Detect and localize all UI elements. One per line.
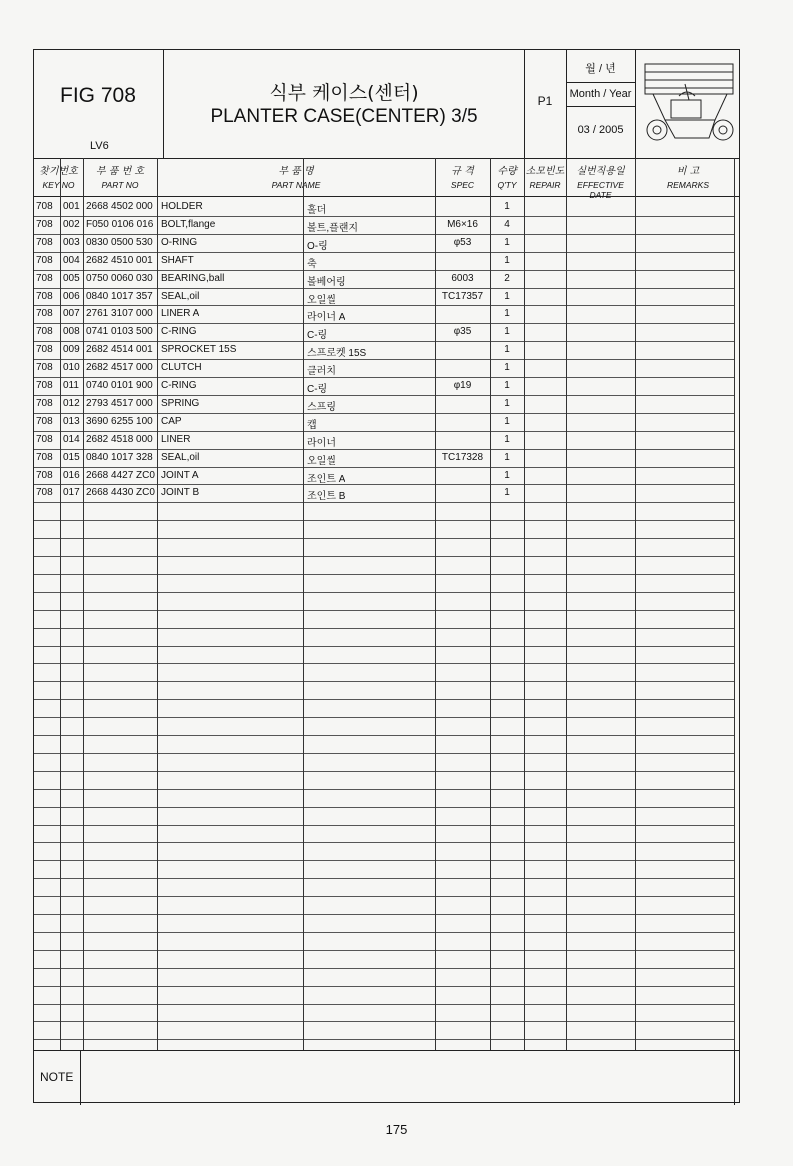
month-year-label: Month / Year bbox=[569, 88, 632, 100]
part-name-en-cell: HOLDER bbox=[161, 201, 203, 212]
key-cell: 017 bbox=[63, 487, 80, 499]
part-no-cell: 2668 4430 ZC0 bbox=[86, 487, 155, 499]
part-name-en-cell: SPRING bbox=[161, 397, 200, 409]
part-no-cell: F050 0106 016 bbox=[86, 218, 154, 230]
fig-cell: 708 bbox=[36, 362, 53, 374]
fig-cell: 708 bbox=[36, 201, 53, 212]
title-korean: 식부 케이스(센터) bbox=[269, 82, 419, 104]
part-name-kr-cell: 스프링 bbox=[307, 401, 336, 413]
spec-cell: TC17328 bbox=[441, 451, 484, 463]
table-row bbox=[34, 252, 739, 270]
key-no-header-kr: 찾기번호 bbox=[39, 166, 78, 177]
spec-cell: φ35 bbox=[453, 326, 472, 338]
part-name-kr-cell: C-링 bbox=[307, 384, 328, 395]
spec-cell: 6003 bbox=[451, 272, 474, 284]
table-row bbox=[34, 234, 739, 252]
part-no-header: PART NO bbox=[101, 180, 139, 190]
page-header bbox=[34, 50, 739, 159]
key-no-header: KEY NO bbox=[42, 180, 75, 190]
part-name-kr-cell: 홀더 bbox=[307, 205, 327, 216]
part-name-kr-cell: 라이너 bbox=[307, 437, 336, 449]
repair-header: REPAIR bbox=[529, 180, 561, 190]
key-cell: 008 bbox=[63, 326, 80, 338]
key-cell: 005 bbox=[63, 272, 80, 284]
part-no-cell: 2682 4514 001 bbox=[86, 344, 153, 356]
key-cell: 012 bbox=[63, 397, 80, 409]
part-name-en-cell: SHAFT bbox=[161, 254, 194, 266]
table-row bbox=[34, 216, 739, 234]
qty-cell: 1 bbox=[504, 433, 510, 445]
table-row bbox=[34, 288, 739, 306]
part-no-cell: 3690 6255 100 bbox=[86, 415, 153, 427]
part-name-kr-cell: 축 bbox=[307, 258, 317, 270]
spec-cell: φ53 bbox=[453, 236, 472, 248]
part-no-header-kr: 부 품 번 호 bbox=[95, 166, 145, 177]
key-cell: 003 bbox=[63, 236, 80, 248]
key-cell: 016 bbox=[63, 469, 80, 481]
key-cell: 015 bbox=[63, 451, 80, 463]
page-number: 175 bbox=[385, 1122, 408, 1137]
qty-cell: 1 bbox=[504, 308, 510, 320]
part-name-kr-cell: O-링 bbox=[307, 240, 328, 252]
table-row bbox=[34, 467, 739, 485]
part-name-kr-cell: 오일씰 bbox=[307, 294, 336, 306]
key-cell: 007 bbox=[63, 308, 80, 320]
part-no-cell: 2761 3107 000 bbox=[86, 308, 153, 320]
part-name-kr-cell: 스프로켓 15S bbox=[307, 348, 367, 360]
table-row bbox=[34, 323, 739, 341]
key-cell: 006 bbox=[63, 290, 80, 302]
repair-header-kr: 소모빈도 bbox=[525, 166, 565, 177]
spec-cell: TC17357 bbox=[441, 290, 484, 302]
remarks-header: REMARKS bbox=[666, 180, 710, 190]
part-no-cell: 0840 1017 328 bbox=[86, 451, 153, 463]
effective-date-header-kr: 실번직용일 bbox=[576, 166, 625, 177]
figure-number: FIG 708 bbox=[60, 84, 136, 107]
fig-cell: 708 bbox=[36, 487, 53, 499]
qty-cell: 1 bbox=[504, 487, 510, 499]
catalog-page-frame bbox=[33, 49, 740, 1103]
remarks-header-kr: 비 고 bbox=[676, 166, 700, 177]
key-cell: 010 bbox=[63, 362, 80, 374]
qty-cell: 1 bbox=[504, 254, 510, 266]
part-name-en-cell: BEARING,ball bbox=[161, 272, 225, 284]
part-name-en-cell: JOINT A bbox=[161, 469, 199, 481]
issue-date: 03 / 2005 bbox=[577, 124, 624, 136]
fig-cell: 708 bbox=[36, 469, 53, 481]
effective-date-header: EFFECTIVE DATE bbox=[577, 180, 624, 200]
qty-header-kr: 수량 bbox=[497, 166, 517, 177]
fig-cell: 708 bbox=[36, 380, 53, 391]
part-name-en-cell: JOINT B bbox=[161, 487, 200, 499]
spec-cell: φ19 bbox=[453, 380, 472, 391]
part-no-cell: 0740 0101 900 bbox=[86, 380, 153, 391]
part-no-cell: 2668 4427 ZC0 bbox=[86, 469, 155, 481]
month-year-korean: 월 / 년 bbox=[585, 63, 616, 75]
title-english: PLANTER CASE(CENTER) 3/5 bbox=[210, 106, 478, 127]
qty-cell: 2 bbox=[504, 272, 510, 284]
table-row bbox=[34, 395, 739, 413]
qty-cell: 1 bbox=[504, 397, 510, 409]
part-name-kr-cell: 조인트 A bbox=[307, 473, 346, 485]
key-cell: 013 bbox=[63, 415, 80, 427]
fig-cell: 708 bbox=[36, 397, 53, 409]
qty-header: Q'TY bbox=[497, 180, 517, 190]
page-code: P1 bbox=[537, 94, 553, 108]
table-row bbox=[34, 377, 739, 395]
fig-cell: 708 bbox=[36, 451, 53, 463]
qty-cell: 1 bbox=[504, 201, 510, 212]
qty-cell: 1 bbox=[504, 415, 510, 427]
part-no-cell: 0840 1017 357 bbox=[86, 290, 153, 302]
part-name-header: PART NAME bbox=[271, 180, 321, 190]
table-row bbox=[34, 449, 739, 467]
qty-cell: 1 bbox=[504, 451, 510, 463]
table-row bbox=[34, 359, 739, 377]
part-name-en-cell: O-RING bbox=[161, 236, 198, 248]
key-cell: 001 bbox=[63, 201, 80, 212]
table-row bbox=[34, 413, 739, 431]
table-row bbox=[34, 305, 739, 323]
part-name-en-cell: LINER bbox=[161, 433, 191, 445]
part-name-en-cell: SEAL,oil bbox=[161, 290, 200, 302]
qty-cell: 1 bbox=[504, 469, 510, 481]
fig-cell: 708 bbox=[36, 415, 53, 427]
note-label: NOTE bbox=[40, 1070, 74, 1084]
part-name-kr-cell: 조인트 B bbox=[307, 491, 346, 503]
key-cell: 014 bbox=[63, 433, 80, 445]
key-cell: 002 bbox=[63, 218, 80, 230]
part-name-kr-cell: 볼베어링 bbox=[307, 276, 346, 288]
fig-cell: 708 bbox=[36, 344, 53, 356]
qty-cell: 1 bbox=[504, 236, 510, 248]
part-name-en-cell: C-RING bbox=[161, 326, 197, 338]
part-name-en-cell: SEAL,oil bbox=[161, 451, 200, 463]
fig-cell: 708 bbox=[36, 236, 53, 248]
rice-transplanter-illustration bbox=[635, 50, 741, 158]
qty-cell: 1 bbox=[504, 380, 510, 391]
part-name-kr-cell: 라이너 A bbox=[307, 312, 346, 324]
table-row bbox=[34, 484, 739, 502]
key-cell: 004 bbox=[63, 254, 80, 266]
part-name-en-cell: C-RING bbox=[161, 380, 197, 391]
part-name-en-cell: CLUTCH bbox=[161, 362, 202, 374]
fig-cell: 708 bbox=[36, 218, 53, 230]
part-name-en-cell: CAP bbox=[161, 415, 182, 427]
part-name-header-kr: 부 품 명 bbox=[278, 166, 314, 177]
table-row bbox=[34, 198, 739, 216]
spec-cell: M6×16 bbox=[447, 218, 478, 230]
part-name-kr-cell: 캡 bbox=[307, 419, 317, 431]
part-no-cell: 2682 4510 001 bbox=[86, 254, 153, 266]
part-name-kr-cell: 클러치 bbox=[307, 366, 336, 378]
qty-cell: 1 bbox=[504, 290, 510, 302]
part-no-cell: 2793 4517 000 bbox=[86, 397, 153, 409]
note-section bbox=[34, 1050, 739, 1105]
fig-cell: 708 bbox=[36, 433, 53, 445]
fig-cell: 708 bbox=[36, 326, 53, 338]
part-no-cell: 0750 0060 030 bbox=[86, 272, 153, 284]
part-name-en-cell: LINER A bbox=[161, 308, 200, 320]
table-row bbox=[34, 341, 739, 359]
spec-header-kr: 규 격 bbox=[451, 166, 474, 177]
qty-cell: 1 bbox=[504, 362, 510, 374]
table-row bbox=[34, 431, 739, 449]
part-name-kr-cell: C-링 bbox=[307, 330, 328, 342]
key-cell: 011 bbox=[63, 380, 79, 391]
qty-cell: 4 bbox=[504, 218, 510, 230]
part-no-cell: 2682 4518 000 bbox=[86, 433, 153, 445]
table-header bbox=[34, 158, 739, 200]
fig-cell: 708 bbox=[36, 272, 53, 284]
part-name-kr-cell: 볼트,플랜지 bbox=[307, 222, 359, 234]
qty-cell: 1 bbox=[504, 326, 510, 338]
fig-cell: 708 bbox=[36, 308, 53, 320]
model-code: LV6 bbox=[90, 140, 109, 152]
fig-cell: 708 bbox=[36, 290, 53, 302]
part-no-cell: 0741 0103 500 bbox=[86, 326, 153, 338]
spec-header: SPEC bbox=[450, 180, 475, 190]
part-no-cell: 2668 4502 000 bbox=[86, 201, 153, 212]
part-no-cell: 0830 0500 530 bbox=[86, 236, 153, 248]
table-row bbox=[34, 270, 739, 288]
part-name-kr-cell: 오일씰 bbox=[307, 455, 336, 467]
part-name-en-cell: SPROCKET 15S bbox=[161, 344, 237, 356]
key-cell: 009 bbox=[63, 344, 80, 356]
fig-cell: 708 bbox=[36, 254, 53, 266]
qty-cell: 1 bbox=[504, 344, 510, 356]
part-no-cell: 2682 4517 000 bbox=[86, 362, 153, 374]
part-name-en-cell: BOLT,flange bbox=[161, 218, 216, 230]
